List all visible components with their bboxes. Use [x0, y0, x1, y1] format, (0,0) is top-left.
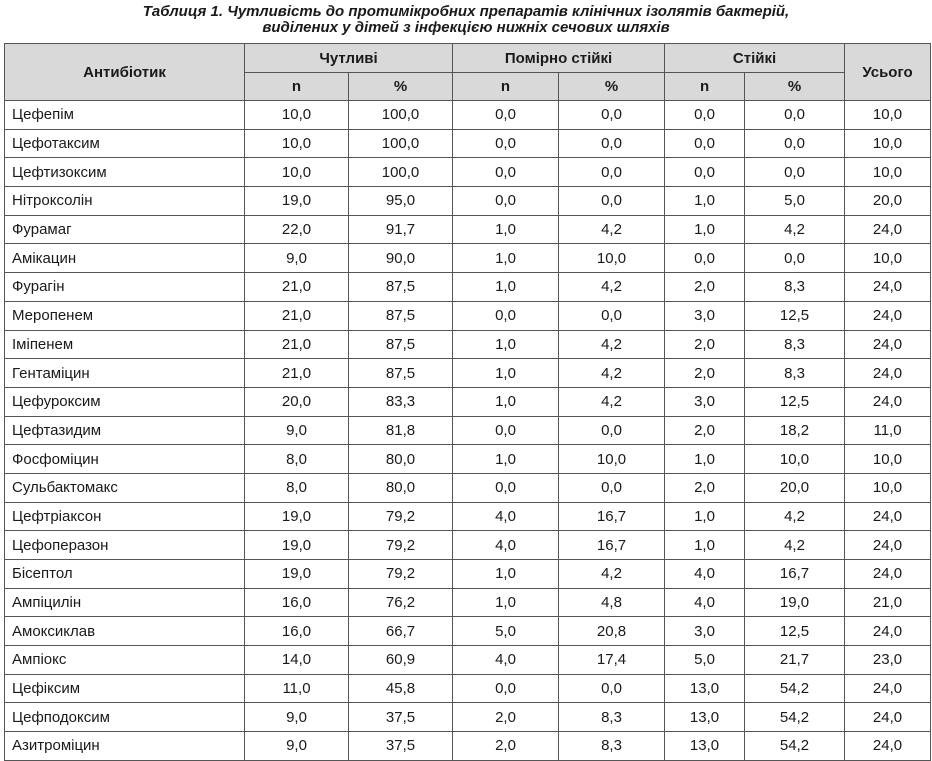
sensitive-n: 19,0 [245, 502, 349, 531]
resistant-n: 5,0 [665, 646, 745, 675]
table-row [5, 531, 931, 560]
total-cell: 10,0 [845, 473, 931, 502]
antibiotic-name: Цефоперазон [5, 531, 245, 560]
total-cell: 20,0 [845, 187, 931, 216]
sensitive-pct: 91,7 [349, 215, 453, 244]
sensitive-pct: 45,8 [349, 674, 453, 703]
resistant-n: 4,0 [665, 560, 745, 589]
table-row [5, 187, 931, 216]
moderate-n: 0,0 [453, 101, 559, 130]
antibiotic-name: Нітроксолін [5, 187, 245, 216]
moderate-pct: 0,0 [559, 301, 665, 330]
moderate-pct: 0,0 [559, 129, 665, 158]
antibiotic-name: Цефподоксим [5, 703, 245, 732]
resistant-n: 0,0 [665, 158, 745, 187]
header-resistant: Стійкі [665, 44, 845, 73]
caption-line-1: Таблиця 1. Чутливість до протимікробних препаратів клінічних ізолятів бактерій, [142, 3, 790, 20]
resistant-n: 0,0 [665, 129, 745, 158]
resistant-n: 1,0 [665, 531, 745, 560]
moderate-n: 1,0 [453, 215, 559, 244]
antibiotic-name: Ампіцилін [5, 588, 245, 617]
resistant-n: 1,0 [665, 502, 745, 531]
resistant-pct: 0,0 [745, 129, 845, 158]
resistant-n: 2,0 [665, 330, 745, 359]
resistant-n: 13,0 [665, 674, 745, 703]
sensitive-pct: 100,0 [349, 101, 453, 130]
moderate-n: 1,0 [453, 330, 559, 359]
moderate-n: 0,0 [453, 301, 559, 330]
antibiotic-name: Цефтріаксон [5, 502, 245, 531]
antibiotic-name: Цефотаксим [5, 129, 245, 158]
table-row [5, 617, 931, 646]
resistant-pct: 54,2 [745, 703, 845, 732]
sensitive-pct: 87,5 [349, 330, 453, 359]
moderate-pct: 0,0 [559, 416, 665, 445]
sensitive-pct: 100,0 [349, 129, 453, 158]
table-row [5, 158, 931, 187]
total-cell: 24,0 [845, 502, 931, 531]
antibiotic-sensitivity-table [4, 43, 931, 761]
resistant-n: 13,0 [665, 732, 745, 761]
sensitive-n: 8,0 [245, 445, 349, 474]
resistant-n: 4,0 [665, 588, 745, 617]
antibiotic-name: Фурамаг [5, 215, 245, 244]
resistant-n: 0,0 [665, 244, 745, 273]
resistant-n: 1,0 [665, 445, 745, 474]
header-moderate-pct: % [559, 73, 665, 101]
sensitive-n: 21,0 [245, 359, 349, 388]
sensitive-pct: 83,3 [349, 387, 453, 416]
resistant-pct: 8,3 [745, 359, 845, 388]
total-cell: 10,0 [845, 244, 931, 273]
sensitive-pct: 37,5 [349, 732, 453, 761]
moderate-pct: 0,0 [559, 674, 665, 703]
moderate-n: 0,0 [453, 416, 559, 445]
moderate-n: 0,0 [453, 158, 559, 187]
resistant-n: 13,0 [665, 703, 745, 732]
resistant-pct: 12,5 [745, 387, 845, 416]
sensitive-n: 10,0 [245, 158, 349, 187]
moderate-n: 2,0 [453, 732, 559, 761]
resistant-pct: 12,5 [745, 301, 845, 330]
total-cell: 21,0 [845, 588, 931, 617]
table-caption [0, 0, 932, 36]
sensitive-pct: 81,8 [349, 416, 453, 445]
moderate-pct: 4,2 [559, 359, 665, 388]
header-moderate-n: n [453, 73, 559, 101]
table-row [5, 646, 931, 675]
total-cell: 10,0 [845, 158, 931, 187]
header-sensitive: Чутливі [245, 44, 453, 73]
table-row [5, 732, 931, 761]
resistant-n: 0,0 [665, 101, 745, 130]
moderate-n: 4,0 [453, 531, 559, 560]
moderate-n: 1,0 [453, 273, 559, 302]
sensitive-n: 21,0 [245, 273, 349, 302]
table-row [5, 215, 931, 244]
table-row [5, 387, 931, 416]
resistant-pct: 0,0 [745, 158, 845, 187]
total-cell: 23,0 [845, 646, 931, 675]
resistant-pct: 4,2 [745, 215, 845, 244]
moderate-pct: 4,8 [559, 588, 665, 617]
sensitive-pct: 79,2 [349, 560, 453, 589]
antibiotic-name: Цефепім [5, 101, 245, 130]
resistant-pct: 19,0 [745, 588, 845, 617]
moderate-pct: 10,0 [559, 244, 665, 273]
sensitive-n: 19,0 [245, 187, 349, 216]
moderate-n: 0,0 [453, 129, 559, 158]
total-cell: 24,0 [845, 674, 931, 703]
moderate-n: 1,0 [453, 445, 559, 474]
sensitive-n: 19,0 [245, 560, 349, 589]
sensitive-n: 9,0 [245, 416, 349, 445]
total-cell: 24,0 [845, 301, 931, 330]
moderate-pct: 17,4 [559, 646, 665, 675]
total-cell: 10,0 [845, 101, 931, 130]
table-row [5, 244, 931, 273]
header-resistant-n: n [665, 73, 745, 101]
sensitive-n: 16,0 [245, 588, 349, 617]
table-row [5, 330, 931, 359]
moderate-pct: 0,0 [559, 187, 665, 216]
resistant-n: 2,0 [665, 473, 745, 502]
sensitive-pct: 90,0 [349, 244, 453, 273]
table-row [5, 359, 931, 388]
sensitive-n: 11,0 [245, 674, 349, 703]
total-cell: 24,0 [845, 732, 931, 761]
antibiotic-name: Іміпенем [5, 330, 245, 359]
table-row [5, 560, 931, 589]
moderate-pct: 4,2 [559, 330, 665, 359]
moderate-n: 1,0 [453, 244, 559, 273]
moderate-pct: 0,0 [559, 158, 665, 187]
total-cell: 24,0 [845, 703, 931, 732]
total-cell: 24,0 [845, 560, 931, 589]
resistant-pct: 54,2 [745, 674, 845, 703]
table-row [5, 101, 931, 130]
header-antibiotic: Антибіотик [5, 44, 245, 101]
total-cell: 11,0 [845, 416, 931, 445]
table-row [5, 674, 931, 703]
sensitive-n: 9,0 [245, 732, 349, 761]
moderate-n: 0,0 [453, 473, 559, 502]
antibiotic-name: Ампіокс [5, 646, 245, 675]
antibiotic-name: Фурагін [5, 273, 245, 302]
moderate-pct: 20,8 [559, 617, 665, 646]
table-row [5, 416, 931, 445]
antibiotic-name: Сульбактомакс [5, 473, 245, 502]
total-cell: 24,0 [845, 359, 931, 388]
table-row [5, 445, 931, 474]
resistant-n: 3,0 [665, 387, 745, 416]
sensitive-n: 10,0 [245, 101, 349, 130]
antibiotic-name: Фосфоміцин [5, 445, 245, 474]
resistant-pct: 0,0 [745, 244, 845, 273]
header-total: Усього [845, 44, 931, 101]
resistant-n: 2,0 [665, 273, 745, 302]
resistant-n: 1,0 [665, 215, 745, 244]
antibiotic-name: Цефуроксим [5, 387, 245, 416]
header-sensitive-n: n [245, 73, 349, 101]
table-row [5, 273, 931, 302]
sensitive-pct: 76,2 [349, 588, 453, 617]
resistant-pct: 16,7 [745, 560, 845, 589]
sensitive-n: 21,0 [245, 330, 349, 359]
sensitive-n: 14,0 [245, 646, 349, 675]
resistant-n: 3,0 [665, 301, 745, 330]
moderate-pct: 8,3 [559, 703, 665, 732]
resistant-pct: 8,3 [745, 330, 845, 359]
total-cell: 24,0 [845, 531, 931, 560]
sensitive-n: 10,0 [245, 129, 349, 158]
moderate-n: 5,0 [453, 617, 559, 646]
sensitive-pct: 60,9 [349, 646, 453, 675]
resistant-n: 2,0 [665, 359, 745, 388]
sensitive-pct: 100,0 [349, 158, 453, 187]
moderate-pct: 0,0 [559, 101, 665, 130]
moderate-n: 1,0 [453, 359, 559, 388]
table-row [5, 129, 931, 158]
resistant-n: 3,0 [665, 617, 745, 646]
sensitive-pct: 66,7 [349, 617, 453, 646]
resistant-pct: 18,2 [745, 416, 845, 445]
sensitive-pct: 79,2 [349, 531, 453, 560]
sensitive-pct: 37,5 [349, 703, 453, 732]
resistant-n: 2,0 [665, 416, 745, 445]
sensitive-n: 19,0 [245, 531, 349, 560]
table-row [5, 473, 931, 502]
header-moderate: Помірно стійкі [453, 44, 665, 73]
resistant-n: 1,0 [665, 187, 745, 216]
total-cell: 24,0 [845, 330, 931, 359]
resistant-pct: 21,7 [745, 646, 845, 675]
table-row [5, 703, 931, 732]
sensitive-n: 8,0 [245, 473, 349, 502]
moderate-n: 0,0 [453, 674, 559, 703]
resistant-pct: 12,5 [745, 617, 845, 646]
resistant-pct: 4,2 [745, 531, 845, 560]
resistant-pct: 4,2 [745, 502, 845, 531]
header-resistant-pct: % [745, 73, 845, 101]
caption-line-2: виділених у дітей з інфекцією нижніх сечових шляхів [262, 19, 670, 36]
moderate-n: 1,0 [453, 387, 559, 416]
antibiotic-name: Гентаміцин [5, 359, 245, 388]
antibiotic-name: Азитроміцин [5, 732, 245, 761]
total-cell: 24,0 [845, 215, 931, 244]
moderate-n: 1,0 [453, 560, 559, 589]
sensitive-n: 20,0 [245, 387, 349, 416]
sensitive-pct: 95,0 [349, 187, 453, 216]
table-row [5, 301, 931, 330]
total-cell: 24,0 [845, 273, 931, 302]
antibiotic-name: Цефіксим [5, 674, 245, 703]
moderate-pct: 8,3 [559, 732, 665, 761]
sensitive-pct: 87,5 [349, 359, 453, 388]
resistant-pct: 54,2 [745, 732, 845, 761]
sensitive-n: 9,0 [245, 703, 349, 732]
resistant-pct: 5,0 [745, 187, 845, 216]
resistant-pct: 10,0 [745, 445, 845, 474]
antibiotic-name: Бісептол [5, 560, 245, 589]
total-cell: 24,0 [845, 387, 931, 416]
moderate-pct: 4,2 [559, 273, 665, 302]
total-cell: 10,0 [845, 445, 931, 474]
moderate-n: 4,0 [453, 646, 559, 675]
sensitive-n: 22,0 [245, 215, 349, 244]
moderate-pct: 16,7 [559, 531, 665, 560]
antibiotic-name: Меропенем [5, 301, 245, 330]
table-body [5, 101, 931, 761]
total-cell: 24,0 [845, 617, 931, 646]
moderate-n: 1,0 [453, 588, 559, 617]
moderate-n: 4,0 [453, 502, 559, 531]
moderate-pct: 10,0 [559, 445, 665, 474]
sensitive-pct: 87,5 [349, 301, 453, 330]
antibiotic-name: Амоксиклав [5, 617, 245, 646]
total-cell: 10,0 [845, 129, 931, 158]
moderate-pct: 16,7 [559, 502, 665, 531]
sensitive-n: 16,0 [245, 617, 349, 646]
header-sensitive-pct: % [349, 73, 453, 101]
moderate-n: 0,0 [453, 187, 559, 216]
resistant-pct: 20,0 [745, 473, 845, 502]
moderate-n: 2,0 [453, 703, 559, 732]
table-row [5, 588, 931, 617]
sensitive-pct: 87,5 [349, 273, 453, 302]
sensitive-pct: 80,0 [349, 473, 453, 502]
antibiotic-name: Амікацин [5, 244, 245, 273]
sensitive-n: 21,0 [245, 301, 349, 330]
resistant-pct: 8,3 [745, 273, 845, 302]
moderate-pct: 0,0 [559, 473, 665, 502]
moderate-pct: 4,2 [559, 560, 665, 589]
sensitive-pct: 80,0 [349, 445, 453, 474]
sensitive-pct: 79,2 [349, 502, 453, 531]
table-row [5, 502, 931, 531]
moderate-pct: 4,2 [559, 387, 665, 416]
sensitive-n: 9,0 [245, 244, 349, 273]
antibiotic-name: Цефтизоксим [5, 158, 245, 187]
resistant-pct: 0,0 [745, 101, 845, 130]
moderate-pct: 4,2 [559, 215, 665, 244]
antibiotic-name: Цефтазидим [5, 416, 245, 445]
